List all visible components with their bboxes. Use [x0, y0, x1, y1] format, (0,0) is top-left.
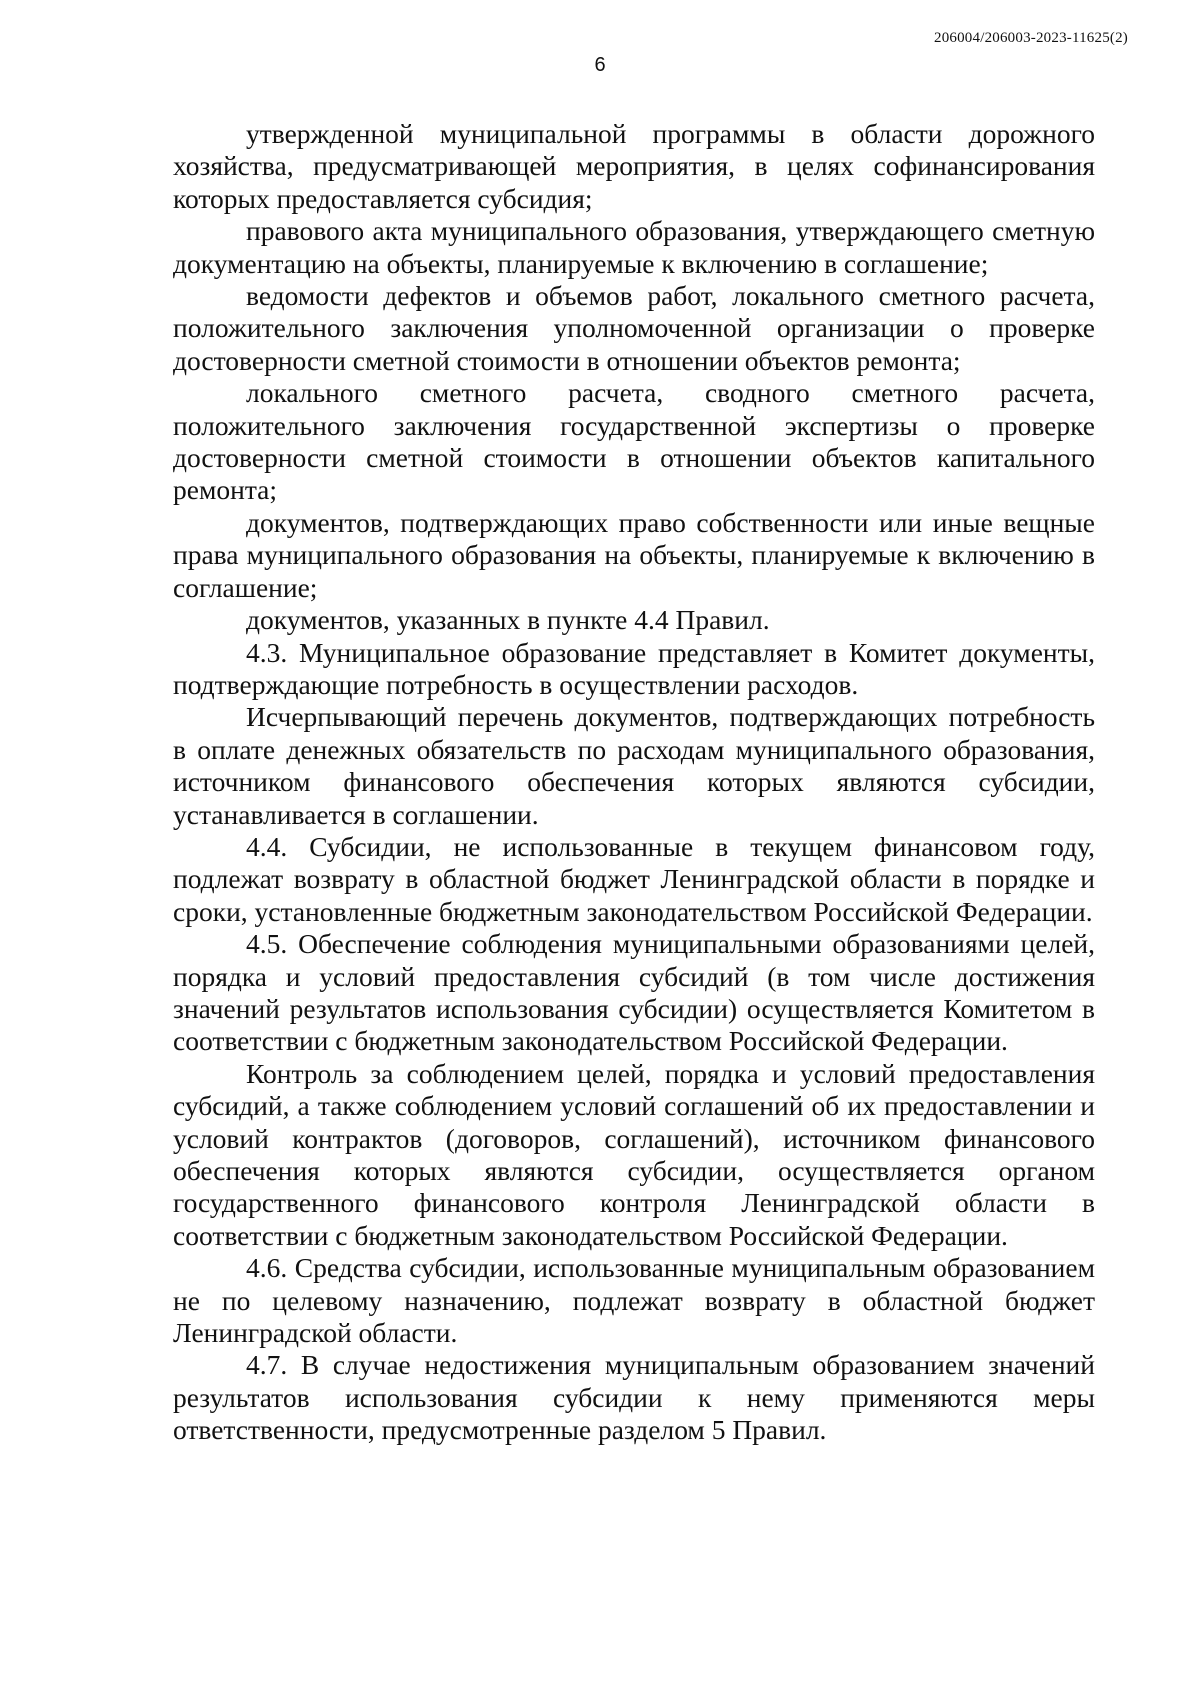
paragraph-4-5: 4.5. Обеспечение соблюдения муниципальными образованиями целей, порядка и условий предоставления субсидий (в том числе достижения значений результатов использования субсидии) осуществляется Комитетом в соответствии с бюджетным законодательством Российской Федерации. — [173, 928, 1095, 1057]
paragraph: документов, указанных в пункте 4.4 Правил. — [246, 604, 770, 636]
paragraph-4-6: 4.6. Средства субсидии, использованные муниципальным образованием не по целевому назначению, подлежат возврату в областной бюджет Ленинградской области. — [173, 1252, 1095, 1349]
paragraph: документов, подтверждающих право собственности или иные вещные права муниципального образования на объекты, планируемые к включению в соглашение; — [173, 506, 1095, 603]
page-number: 6 — [594, 54, 606, 76]
paragraph: ведомости дефектов и объемов работ, локального сметного расчета, положительного заключения уполномоченной организации о проверке достоверности сметной стоимости в отношении объектов ремонта; — [173, 280, 1095, 376]
paragraph: Контроль за соблюдением целей, порядка и условий предоставления субсидий, а также соблюдением условий соглашений об их предоставлении и условий контрактов (договоров, соглашений), источником финансового обеспечения которых являются субсидии, осуществляется органом государственного финансового контроля Ленинградской области в соответствии с бюджетным законодательством Российской Федерации. — [173, 1057, 1095, 1251]
paragraph: локального сметного расчета, сводного сметного расчета, положительного заключения государственной экспертизы о проверке достоверности сметной стоимости в отношении объектов капитального ремонта; — [173, 377, 1095, 506]
paragraph: утвержденной муниципальной программы в области дорожного хозяйства, предусматривающей мероприятия, в целях софинансирования которых предоставляется субсидия; — [173, 118, 1095, 214]
paragraph-4-7: 4.7. В случае недостижения муниципальным образованием значений результатов использования субсидии к нему применяются меры ответственности, предусмотренные разделом 5 Правил. — [173, 1349, 1095, 1446]
paragraph: Исчерпывающий перечень документов, подтверждающих потребность в оплате денежных обязательств по расходам муниципального образования, источником финансового обеспечения которых являются субсидии, устанавливается в соглашении. — [173, 701, 1095, 830]
paragraph-4-3: 4.3. Муниципальное образование представляет в Комитет документы, подтверждающие потребность в осуществлении расходов. — [173, 636, 1095, 700]
document-body — [173, 118, 1095, 1447]
paragraph: правового акта муниципального образования, утверждающего сметную документацию на объекты, планируемые к включению в соглашение; — [173, 215, 1095, 279]
paragraph-4-4: 4.4. Субсидии, не использованные в текущем финансовом году, подлежат возврату в областной бюджет Ленинградской области в порядке и сроки, установленные бюджетным законодательством Российской Федерации. — [173, 830, 1095, 927]
document-registration-number: 206004/206003-2023-11625(2) — [934, 30, 1128, 46]
